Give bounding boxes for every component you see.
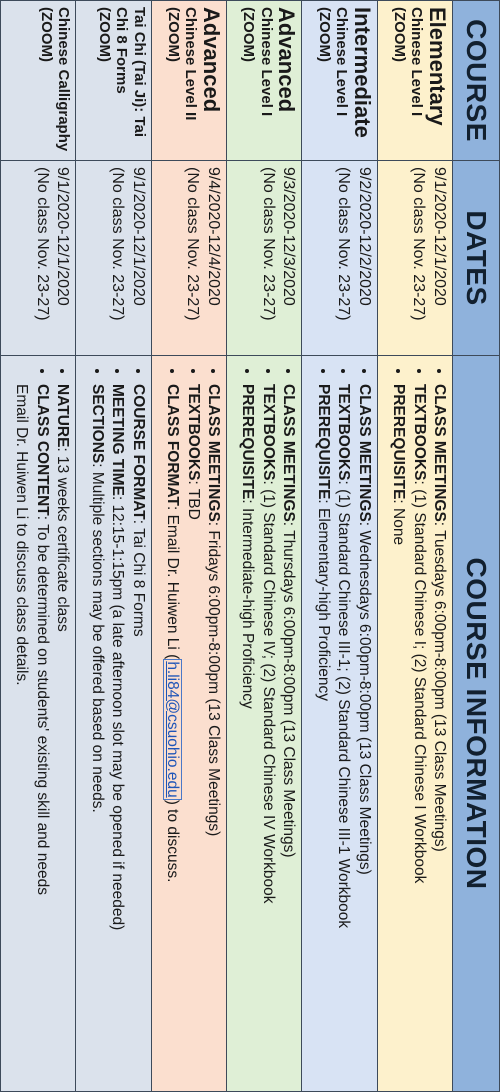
table-row: [227, 1, 302, 1092]
info-label: TEXTBOOKS: [259, 384, 277, 481]
info-text: Email Dr. Huiwen Li to discuss class details.: [13, 384, 31, 686]
list-item: [257, 384, 277, 1085]
info-label: CLASS MEETINGS: [355, 384, 373, 522]
dates-cell: [151, 161, 226, 356]
info-text: : TBD: [184, 480, 202, 520]
info-text: : To be determined on students' existing skill and needs: [33, 515, 51, 895]
info-label: CLASS CONTENT: [33, 384, 51, 516]
info-label: SECTIONS: [88, 384, 106, 464]
list-item: [31, 384, 51, 1085]
dates-cell: [377, 161, 452, 356]
course-cell: [151, 1, 226, 161]
info-text: : 12:15-1:15pm (a late afternoon slot may be opened if needed): [109, 495, 127, 931]
course-level: Advanced: [274, 7, 300, 113]
course-name: Tai Chi (Tai Ji): Tai Chi 8 Forms: [113, 7, 148, 138]
info-text: : Thursdays 6:00pm-8:00pm (13 Class Meetings): [280, 521, 298, 858]
info-text: : Email Dr. Huiwen Li (: [164, 505, 182, 660]
course-mode: (ZOOM): [391, 7, 408, 62]
info-label: PREREQUISITE: [314, 384, 332, 500]
course-cell: [76, 1, 151, 161]
list-item: [127, 384, 147, 1085]
info-text: : Fridays 6:00pm-8:00pm (13 Class Meetings): [205, 521, 223, 837]
table-row: [76, 1, 151, 1092]
info-list: [86, 362, 147, 1085]
course-mode: (ZOOM): [240, 7, 258, 62]
info-cell: [1, 356, 76, 1092]
info-list: [312, 362, 373, 1085]
list-item: [203, 384, 223, 1085]
dates-cell: [302, 161, 377, 356]
list-item: [278, 384, 298, 1085]
course-mode: (ZOOM): [38, 7, 56, 62]
info-label: PREREQUISITE: [239, 384, 257, 500]
date-note: (No class Nov. 23-27): [259, 167, 277, 321]
course-level: Advanced: [199, 7, 225, 113]
dates-header: DATES: [453, 161, 500, 356]
date-note: (No class Nov. 23-27): [410, 167, 428, 321]
info-text: : Tai Chi 8 Forms: [129, 519, 147, 637]
info-label: CLASS FORMAT: [164, 384, 182, 506]
info-text: : Tuesdays 6:00pm-8:00pm (13 Class Meetings): [431, 521, 448, 852]
info-text: : Elementary-high Proficiency: [314, 499, 332, 702]
info-list: [162, 362, 223, 1085]
list-item: [52, 384, 72, 1085]
dates-cell: [1, 161, 76, 356]
list-item: [11, 384, 31, 1085]
date-range: 9/1/2020-12/1/2020: [431, 167, 448, 306]
info-text-after: ) to discuss.: [164, 799, 182, 883]
info-label: CLASS MEETINGS: [205, 384, 223, 522]
list-item: [312, 384, 332, 1085]
info-label: COURSE FORMAT: [129, 384, 147, 520]
course-level: Elementary: [425, 7, 450, 126]
info-list: [11, 362, 72, 1085]
email-link[interactable]: h.li84@csuohio.edu: [164, 661, 182, 798]
course-name: Chinese Level I: [332, 7, 350, 117]
info-label: NATURE: [54, 384, 72, 448]
dates-cell: [76, 161, 151, 356]
list-item: [429, 384, 449, 1085]
table-row: [302, 1, 377, 1092]
list-item: [353, 384, 373, 1085]
info-list: [237, 362, 298, 1085]
info-text: : (1) Standard Chinese IV; (2) Standard Chinese IV Workbook: [259, 480, 277, 904]
info-text: : (1) Standard Chinese III-1; (2) Standard Chinese III-1 Workbook: [335, 480, 353, 929]
date-range: 9/4/2020-12/4/2020: [205, 167, 223, 306]
date-range: 9/1/2020-12/1/2020: [54, 167, 72, 306]
info-label: PREREQUISITE: [390, 384, 408, 500]
info-label: TEXTBOOKS: [410, 384, 428, 481]
course-cell: [1, 1, 76, 161]
info-text: : Multiple sections may be offered based on needs.: [88, 463, 106, 813]
header-row: [453, 1, 500, 1092]
table-row: [151, 1, 226, 1092]
course-level: Intermediate: [349, 7, 375, 138]
course-cell: [302, 1, 377, 161]
info-text: : None: [390, 499, 408, 546]
course-mode: (ZOOM): [165, 7, 183, 62]
dates-cell: [227, 161, 302, 356]
info-cell: [377, 356, 452, 1092]
info-cell: [151, 356, 226, 1092]
course-name: Chinese Calligraphy: [55, 7, 73, 152]
info-cell: [227, 356, 302, 1092]
course-mode: (ZOOM): [315, 7, 333, 62]
info-label: CLASS MEETINGS: [431, 384, 448, 522]
info-text: : 13 weeks certificate class: [54, 447, 72, 632]
date-range: 9/1/2020-12/1/2020: [129, 167, 147, 306]
course-name: Chinese Level I: [408, 7, 426, 117]
list-item: [162, 384, 182, 1085]
info-list: [388, 362, 449, 1085]
date-range: 9/3/2020-12/3/2020: [280, 167, 298, 306]
date-note: (No class Nov. 23-27): [108, 167, 126, 321]
course-name: Chinese Level II: [182, 7, 200, 121]
list-item: [182, 384, 202, 1085]
list-item: [388, 384, 408, 1085]
date-note: (No class Nov. 23-27): [334, 167, 352, 321]
course-header: COURSE: [453, 1, 500, 161]
date-note: (No class Nov. 23-27): [184, 167, 202, 321]
info-label: CLASS MEETINGS: [280, 384, 298, 522]
course-cell: [377, 1, 452, 161]
info-label: TEXTBOOKS: [335, 384, 353, 481]
course-info-header: COURSE INFORMATION: [453, 356, 500, 1092]
info-label: MEETING TIME: [109, 384, 127, 496]
list-item: [333, 384, 353, 1085]
info-cell: [76, 356, 151, 1092]
course-name: Chinese Level I: [257, 7, 275, 117]
course-mode: (ZOOM): [96, 7, 114, 62]
info-text: : Intermediate-high Proficiency: [239, 499, 257, 709]
list-item: [237, 384, 257, 1085]
course-cell: [227, 1, 302, 161]
info-text: : (1) Standard Chinese I; (2) Standard Chinese I Workbook: [410, 480, 428, 884]
info-text: : Wednesdays 6:00pm-8:00pm (13 Class Meetings): [355, 521, 373, 875]
table-row: [1, 1, 76, 1092]
list-item: [408, 384, 428, 1085]
date-range: 9/2/2020-12/2/2020: [355, 167, 373, 306]
list-item: [107, 384, 127, 1085]
list-item: [86, 384, 106, 1085]
info-cell: [302, 356, 377, 1092]
table-row: [377, 1, 452, 1092]
date-note: (No class Nov. 23-27): [33, 167, 51, 321]
info-label: TEXTBOOKS: [184, 384, 202, 481]
